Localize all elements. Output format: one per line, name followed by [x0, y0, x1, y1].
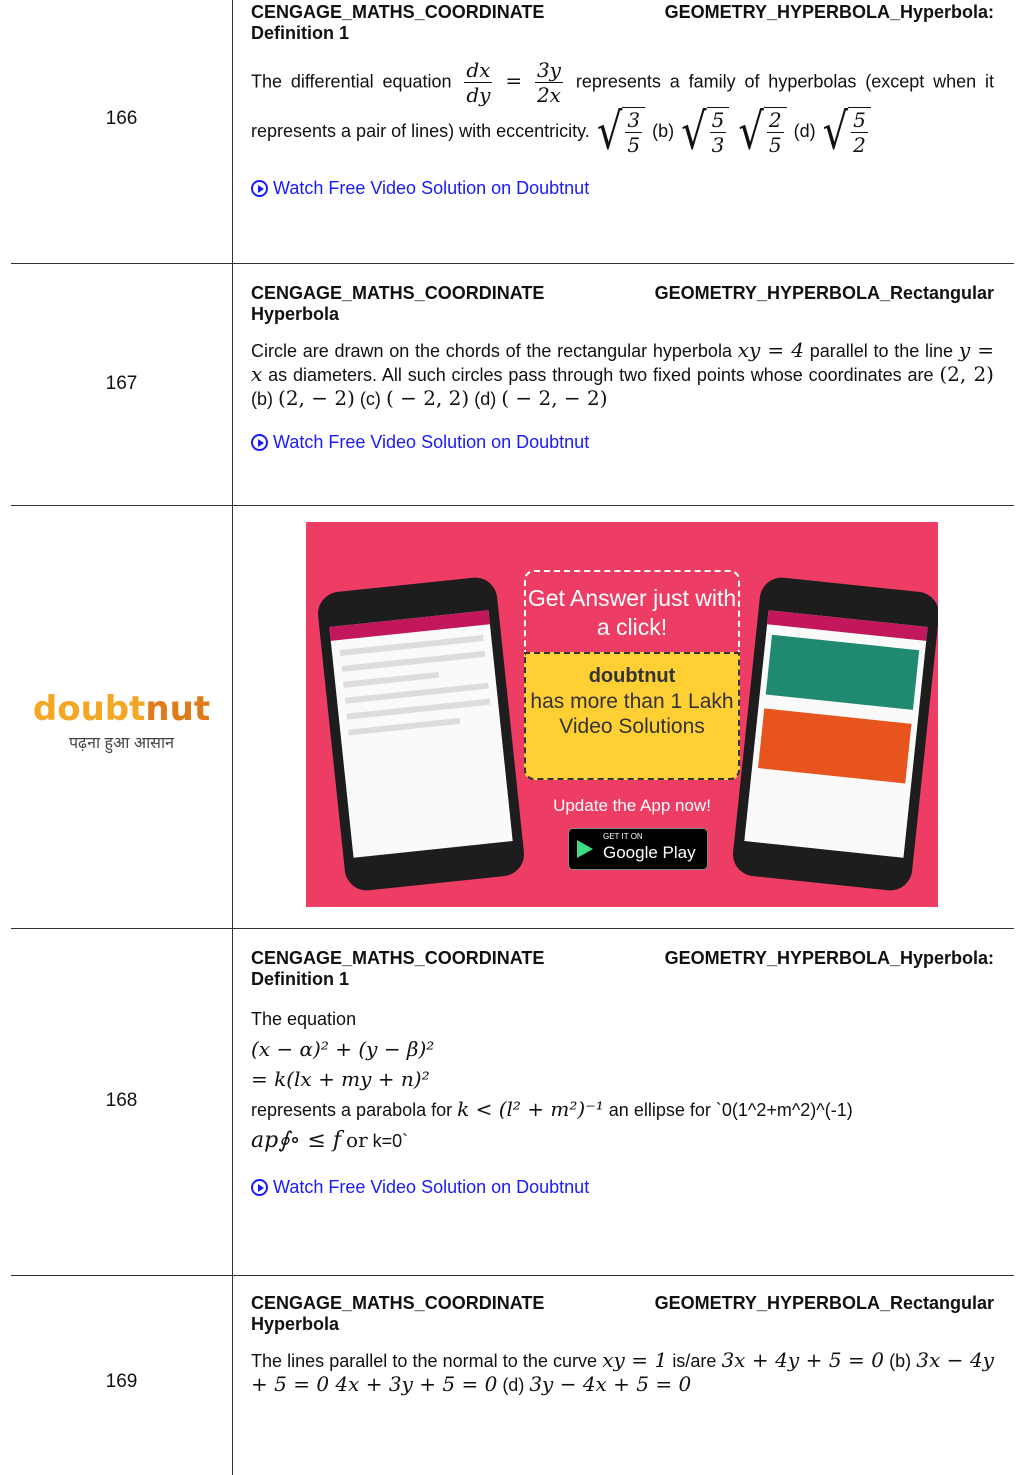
- option-d: 3y − 4x + 5 = 0: [529, 1372, 692, 1396]
- question-text: [251, 58, 994, 161]
- question-text: [251, 1004, 994, 1156]
- option-d: ( − 2, − 2): [501, 386, 608, 410]
- update-app-text: Update the App now!: [553, 796, 711, 815]
- text: The lines parallel to the normal to the curve: [251, 1351, 598, 1371]
- text: Circle are drawn on the chords of the rectangular hyperbola: [251, 341, 732, 361]
- question-text: [251, 1349, 994, 1397]
- question-number: 167: [105, 373, 138, 394]
- play-circle-icon: [251, 1179, 268, 1196]
- or-word: or: [346, 1128, 368, 1152]
- equals-sign: =: [505, 68, 523, 93]
- option-b-label: (b): [251, 389, 273, 409]
- math: xy = 4: [737, 338, 804, 362]
- ad-row: [11, 505, 1014, 929]
- option-c: ( − 2, 2): [385, 386, 470, 410]
- fraction-dx-dy: $\frac{dx}{dy}$: [466, 58, 491, 107]
- question-content: [251, 948, 994, 1199]
- play-store-icon: [577, 840, 593, 858]
- text: is/are: [672, 1351, 717, 1371]
- question-content: [251, 1293, 994, 1397]
- option-d: √ $\frac{5}{2}$: [823, 107, 871, 157]
- option-b-c: 3x − 4y + 5 = 0 4x + 3y + 5 = 0: [251, 1348, 994, 1396]
- option-d-label: (d): [793, 120, 816, 141]
- promo-brand: doubtnut: [588, 665, 676, 687]
- question-text: [251, 339, 994, 411]
- promo-text: has more than 1 Lakh Video Solutions: [530, 690, 734, 738]
- option-c-label: (c): [359, 389, 381, 409]
- doubtnut-logo: [11, 689, 232, 753]
- video-solution-link[interactable]: [251, 1176, 994, 1199]
- text: an ellipse for `0(1^2+m^2)^(-1): [608, 1100, 853, 1120]
- equation-line2: = k(lx + my + n)²: [251, 1067, 430, 1091]
- column-divider: [232, 505, 233, 928]
- video-solution-link[interactable]: [251, 177, 994, 200]
- table-row: [11, 1275, 1014, 1475]
- video-solution-link[interactable]: [251, 431, 994, 454]
- table-row: [11, 928, 1014, 1276]
- math: y = x: [251, 338, 994, 386]
- phone-right-image: [731, 575, 938, 892]
- app-promo-banner[interactable]: [306, 522, 938, 907]
- column-divider: [232, 1275, 233, 1475]
- math: k < (l² + m²)⁻¹: [457, 1097, 604, 1121]
- question-content: [251, 2, 994, 200]
- question-content: [251, 283, 994, 454]
- topic-right: GEOMETRY_HYPERBOLA_Rectangular: [654, 283, 994, 303]
- play-circle-icon: [251, 434, 268, 451]
- column-divider: [232, 928, 233, 1275]
- option-d-label: (d): [502, 1375, 525, 1395]
- store-name: Google Play: [603, 843, 696, 862]
- math: ap∮∘ ≤ f: [251, 1128, 342, 1153]
- question-prefix: The differential equation: [251, 71, 452, 92]
- equation-line1: (x − α)² + (y − β)²: [251, 1037, 435, 1061]
- option-b: √ $\frac{5}{3}$: [681, 107, 729, 157]
- video-link-text[interactable]: Watch Free Video Solution on Doubtnut: [273, 1177, 590, 1197]
- topic-right: GEOMETRY_HYPERBOLA_Rectangular: [654, 1293, 994, 1313]
- topic-left: CENGAGE_MATHS_COORDINATE: [251, 2, 545, 22]
- question-body: represents a family of hyperbolas (except when it represents a pair of lines) with eccentricity.: [251, 71, 994, 141]
- topic-line2: Definition 1: [251, 969, 349, 989]
- video-link-text[interactable]: Watch Free Video Solution on Doubtnut: [273, 432, 590, 452]
- column-divider: [232, 0, 233, 263]
- question-topic: [251, 2, 994, 44]
- topic-right: GEOMETRY_HYPERBOLA_Hyperbola:: [664, 948, 994, 968]
- promo-body: [524, 652, 740, 780]
- topic-left: CENGAGE_MATHS_COORDINATE: [251, 948, 545, 968]
- text: k=0`: [372, 1131, 409, 1151]
- video-link-text[interactable]: Watch Free Video Solution on Doubtnut: [273, 178, 590, 198]
- table-row: [11, 263, 1014, 506]
- option-a: (2, 2): [939, 362, 994, 386]
- option-b-label: (b): [652, 120, 675, 141]
- topic-line2: Hyperbola: [251, 1314, 340, 1334]
- topic-right: GEOMETRY_HYPERBOLA_Hyperbola:: [664, 2, 994, 22]
- question-topic: [251, 283, 994, 325]
- fraction-3y-2x: $\frac{3y}{2x}$: [536, 58, 561, 107]
- text: represents a parabola for: [251, 1100, 453, 1120]
- table-row: [11, 0, 1014, 264]
- option-b-label: (b): [889, 1351, 912, 1371]
- option-a: √ $\frac{3}{5}$: [597, 107, 645, 157]
- option-b: (2, − 2): [278, 386, 355, 410]
- question-number: 168: [105, 1090, 138, 1111]
- topic-left: CENGAGE_MATHS_COORDINATE: [251, 283, 545, 303]
- question-topic: [251, 948, 994, 990]
- promo-title: Get Answer just with a click!: [524, 570, 740, 652]
- question-number: 169: [105, 1371, 138, 1392]
- text: The equation: [251, 1009, 357, 1029]
- topic-left: CENGAGE_MATHS_COORDINATE: [251, 1293, 545, 1313]
- logo-wordmark: doubtnut: [32, 689, 211, 729]
- question-number: 166: [105, 108, 138, 129]
- math: xy = 1: [602, 1348, 668, 1372]
- text: parallel to the line: [809, 341, 954, 361]
- topic-line2: Hyperbola: [251, 304, 340, 324]
- topic-line2: Definition 1: [251, 23, 349, 43]
- column-divider: [232, 263, 233, 505]
- store-small-text: GET IT ON: [603, 832, 643, 841]
- logo-tagline: पढ़ना हुआ आसान: [68, 735, 175, 752]
- question-topic: [251, 1293, 994, 1335]
- option-c: √ $\frac{2}{5}$: [738, 107, 786, 157]
- google-play-button[interactable]: [568, 828, 708, 870]
- text: as diameters. All such circles pass through two fixed points whose coordinates are: [268, 365, 934, 385]
- option-d-label: (d): [474, 389, 497, 409]
- play-circle-icon: [251, 180, 268, 197]
- promo-card: [524, 570, 740, 780]
- option-a: 3x + 4y + 5 = 0: [721, 1348, 885, 1372]
- phone-left-image: [316, 575, 526, 892]
